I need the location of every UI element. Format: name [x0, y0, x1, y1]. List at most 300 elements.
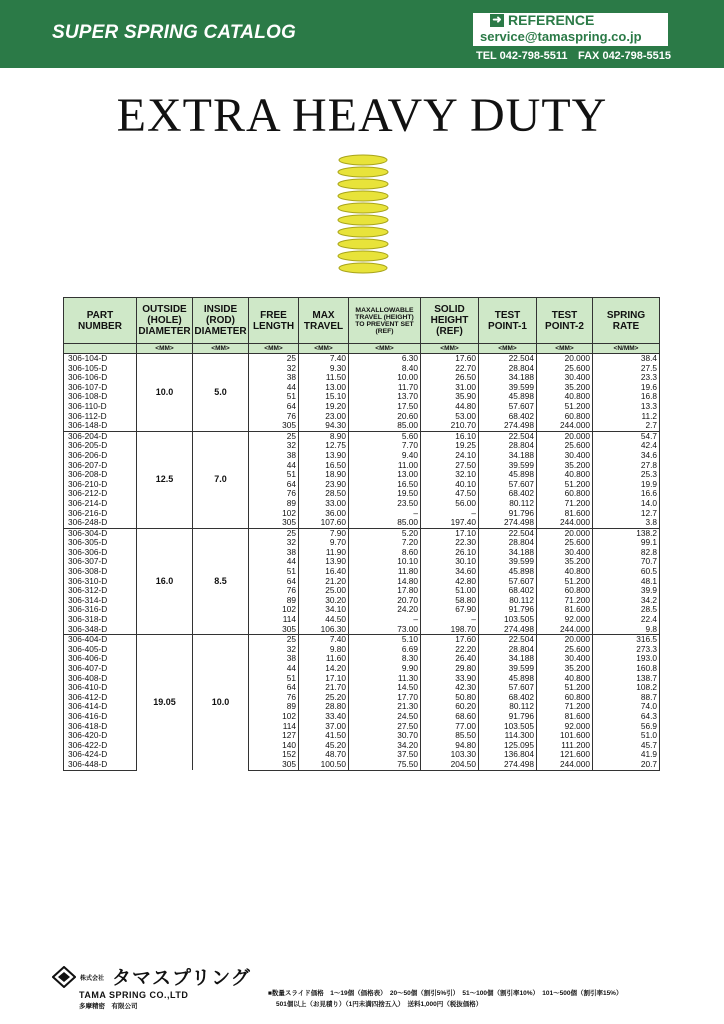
- max-travel-cell: 15.10: [299, 392, 349, 402]
- free-length-cell: 64: [249, 402, 299, 412]
- solid-height-cell: 24.10: [421, 451, 479, 461]
- part-number-cell: 306-405-D: [64, 645, 137, 655]
- table-row: [64, 635, 660, 645]
- max-travel-cell: 36.00: [299, 509, 349, 519]
- max-allowable-cell: 30.70: [349, 731, 421, 741]
- test-point-1-cell: 103.505: [479, 615, 537, 625]
- test-point-1-cell: 34.188: [479, 654, 537, 664]
- page-title: EXTRA HEAVY DUTY: [116, 89, 608, 142]
- test-point-1-cell: 34.188: [479, 373, 537, 383]
- max-travel-cell: 12.75: [299, 441, 349, 451]
- max-allowable-cell: 8.40: [349, 364, 421, 374]
- test-point-2-cell: 71.200: [537, 499, 593, 509]
- max-travel-cell: 94.30: [299, 421, 349, 431]
- spring-rate-cell: 316.5: [593, 635, 660, 645]
- solid-height-cell: 22.30: [421, 538, 479, 548]
- unit-solid: <MM>: [421, 344, 479, 354]
- test-point-1-cell: 45.898: [479, 674, 537, 684]
- solid-height-cell: 197.40: [421, 518, 479, 528]
- part-number-cell: 306-422-D: [64, 741, 137, 751]
- unit-outside: <MM>: [137, 344, 193, 354]
- max-travel-cell: 106.30: [299, 625, 349, 635]
- test-point-2-cell: 40.800: [537, 392, 593, 402]
- free-length-cell: 38: [249, 548, 299, 558]
- spring-rate-cell: 20.7: [593, 760, 660, 770]
- part-number-cell: 306-105-D: [64, 364, 137, 374]
- free-length-cell: 44: [249, 383, 299, 393]
- max-travel-cell: 23.00: [299, 412, 349, 422]
- spring-rate-cell: 88.7: [593, 693, 660, 703]
- test-point-2-cell: 51.200: [537, 577, 593, 587]
- part-number-cell: 306-448-D: [64, 760, 137, 770]
- header-spring-rate: SPRING RATE: [593, 298, 660, 344]
- max-allowable-cell: –: [349, 615, 421, 625]
- spring-rate-cell: 28.5: [593, 605, 660, 615]
- max-allowable-cell: 24.20: [349, 605, 421, 615]
- free-length-cell: 89: [249, 596, 299, 606]
- part-number-cell: 306-307-D: [64, 557, 137, 567]
- spring-rate-cell: 51.0: [593, 731, 660, 741]
- max-travel-cell: 18.90: [299, 470, 349, 480]
- test-point-1-cell: 28.804: [479, 441, 537, 451]
- test-point-2-cell: 111.200: [537, 741, 593, 751]
- free-length-cell: 102: [249, 509, 299, 519]
- solid-height-cell: 19.25: [421, 441, 479, 451]
- test-point-2-cell: 71.200: [537, 702, 593, 712]
- max-allowable-cell: 17.50: [349, 402, 421, 412]
- solid-height-cell: 35.90: [421, 392, 479, 402]
- max-allowable-cell: 8.30: [349, 654, 421, 664]
- test-point-2-cell: 71.200: [537, 596, 593, 606]
- part-number-cell: 306-404-D: [64, 635, 137, 645]
- spring-image: [323, 150, 403, 290]
- solid-height-cell: 60.20: [421, 702, 479, 712]
- phone-number: TEL 042-798-5511: [476, 50, 568, 62]
- free-length-cell: 44: [249, 664, 299, 674]
- test-point-2-cell: 40.800: [537, 674, 593, 684]
- solid-height-cell: 44.80: [421, 402, 479, 412]
- test-point-1-cell: 57.607: [479, 577, 537, 587]
- reference-label: REFERENCE: [508, 12, 595, 28]
- max-allowable-cell: 9.90: [349, 664, 421, 674]
- spring-rate-cell: 14.0: [593, 499, 660, 509]
- header-free-length: FREE LENGTH: [249, 298, 299, 344]
- table-row: [64, 431, 660, 441]
- part-number-cell: 306-310-D: [64, 577, 137, 587]
- spring-rate-cell: 60.5: [593, 567, 660, 577]
- company-name-jp: タマスプリング: [112, 968, 251, 989]
- free-length-cell: 76: [249, 489, 299, 499]
- test-point-1-cell: 22.504: [479, 528, 537, 538]
- outside-diameter-cell: 10.0: [137, 354, 193, 432]
- solid-height-cell: 17.60: [421, 635, 479, 645]
- test-point-2-cell: 51.200: [537, 402, 593, 412]
- test-point-2-cell: 25.600: [537, 645, 593, 655]
- spring-rate-cell: 16.6: [593, 489, 660, 499]
- spring-rate-cell: 54.7: [593, 431, 660, 441]
- solid-height-cell: 51.00: [421, 586, 479, 596]
- test-point-2-cell: 92.000: [537, 615, 593, 625]
- part-number-cell: 306-410-D: [64, 683, 137, 693]
- free-length-cell: 38: [249, 654, 299, 664]
- test-point-2-cell: 81.600: [537, 605, 593, 615]
- max-allowable-cell: 85.00: [349, 421, 421, 431]
- outside-diameter-cell: 12.5: [137, 431, 193, 528]
- test-point-2-cell: 40.800: [537, 567, 593, 577]
- max-travel-cell: 37.00: [299, 722, 349, 732]
- free-length-cell: 32: [249, 538, 299, 548]
- spring-rate-cell: 19.9: [593, 480, 660, 490]
- solid-height-cell: 40.10: [421, 480, 479, 490]
- test-point-2-cell: 60.800: [537, 586, 593, 596]
- test-point-1-cell: 80.112: [479, 596, 537, 606]
- max-travel-cell: 23.90: [299, 480, 349, 490]
- spring-rate-cell: 70.7: [593, 557, 660, 567]
- test-point-2-cell: 20.000: [537, 354, 593, 364]
- pricing-note-line-1: ■数量スライド価格 1～19個（価格表） 20～50個（割引5%引） 51～100個（割引率10%） 101～500個（割引率15%）: [268, 990, 623, 997]
- test-point-2-cell: 35.200: [537, 664, 593, 674]
- inside-diameter-cell: 7.0: [193, 431, 249, 528]
- spring-rate-cell: 108.2: [593, 683, 660, 693]
- solid-height-cell: 53.00: [421, 412, 479, 422]
- free-length-cell: 25: [249, 431, 299, 441]
- test-point-2-cell: 121.600: [537, 750, 593, 760]
- max-allowable-cell: 75.50: [349, 760, 421, 770]
- max-travel-cell: 11.50: [299, 373, 349, 383]
- max-travel-cell: 7.40: [299, 635, 349, 645]
- test-point-1-cell: 103.505: [479, 722, 537, 732]
- max-allowable-cell: 9.40: [349, 451, 421, 461]
- solid-height-cell: 42.30: [421, 683, 479, 693]
- part-number-cell: 306-424-D: [64, 750, 137, 760]
- test-point-2-cell: 92.000: [537, 722, 593, 732]
- test-point-1-cell: 28.804: [479, 645, 537, 655]
- test-point-1-cell: 57.607: [479, 683, 537, 693]
- max-allowable-cell: 19.50: [349, 489, 421, 499]
- max-travel-cell: 9.80: [299, 645, 349, 655]
- solid-height-cell: 26.50: [421, 373, 479, 383]
- free-length-cell: 25: [249, 635, 299, 645]
- test-point-2-cell: 30.400: [537, 654, 593, 664]
- test-point-2-cell: 35.200: [537, 461, 593, 471]
- test-point-1-cell: 68.402: [479, 489, 537, 499]
- solid-height-cell: 58.80: [421, 596, 479, 606]
- free-length-cell: 305: [249, 760, 299, 770]
- spring-rate-cell: 41.9: [593, 750, 660, 760]
- max-travel-cell: 25.00: [299, 586, 349, 596]
- catalog-title: SUPER SPRING CATALOG: [52, 22, 296, 43]
- free-length-cell: 305: [249, 421, 299, 431]
- free-length-cell: 51: [249, 470, 299, 480]
- free-length-cell: 76: [249, 586, 299, 596]
- test-point-2-cell: 60.800: [537, 489, 593, 499]
- part-number-cell: 306-314-D: [64, 596, 137, 606]
- test-point-1-cell: 28.804: [479, 538, 537, 548]
- test-point-2-cell: 81.600: [537, 509, 593, 519]
- free-length-cell: 89: [249, 499, 299, 509]
- test-point-2-cell: 25.600: [537, 538, 593, 548]
- part-number-cell: 306-106-D: [64, 373, 137, 383]
- max-allowable-cell: –: [349, 509, 421, 519]
- company-kind: 株式会社: [80, 976, 105, 982]
- header-part-number: PART NUMBER: [64, 298, 137, 344]
- max-allowable-cell: 34.20: [349, 741, 421, 751]
- part-number-cell: 306-406-D: [64, 654, 137, 664]
- max-allowable-cell: 17.80: [349, 586, 421, 596]
- test-point-1-cell: 274.498: [479, 760, 537, 770]
- test-point-1-cell: 68.402: [479, 412, 537, 422]
- spring-rate-cell: 48.1: [593, 577, 660, 587]
- max-allowable-cell: 5.10: [349, 635, 421, 645]
- free-length-cell: 305: [249, 518, 299, 528]
- part-number-cell: 306-414-D: [64, 702, 137, 712]
- test-point-1-cell: 68.402: [479, 586, 537, 596]
- test-point-1-cell: 45.898: [479, 567, 537, 577]
- test-point-2-cell: 20.000: [537, 635, 593, 645]
- test-point-2-cell: 20.000: [537, 528, 593, 538]
- company-name-en: TAMA SPRING CO.,LTD: [79, 990, 189, 1000]
- part-number-cell: 306-305-D: [64, 538, 137, 548]
- test-point-2-cell: 30.400: [537, 548, 593, 558]
- max-allowable-cell: 11.30: [349, 674, 421, 684]
- test-point-1-cell: 136.804: [479, 750, 537, 760]
- max-travel-cell: 28.80: [299, 702, 349, 712]
- spring-rate-cell: 19.6: [593, 383, 660, 393]
- spring-rate-cell: 138.7: [593, 674, 660, 684]
- test-point-2-cell: 60.800: [537, 412, 593, 422]
- test-point-2-cell: 244.000: [537, 518, 593, 528]
- solid-height-cell: –: [421, 509, 479, 519]
- max-travel-cell: 11.90: [299, 548, 349, 558]
- max-travel-cell: 7.40: [299, 354, 349, 364]
- part-number-cell: 306-416-D: [64, 712, 137, 722]
- test-point-2-cell: 30.400: [537, 373, 593, 383]
- unit-max: <MM>: [299, 344, 349, 354]
- test-point-1-cell: 39.599: [479, 557, 537, 567]
- test-point-1-cell: 91.796: [479, 712, 537, 722]
- part-number-cell: 306-318-D: [64, 615, 137, 625]
- inside-diameter-cell: 8.5: [193, 528, 249, 635]
- max-allowable-cell: 85.00: [349, 518, 421, 528]
- test-point-2-cell: 60.800: [537, 693, 593, 703]
- test-point-1-cell: 39.599: [479, 383, 537, 393]
- part-number-cell: 306-408-D: [64, 674, 137, 684]
- spring-rate-cell: 23.3: [593, 373, 660, 383]
- part-number-cell: 306-208-D: [64, 470, 137, 480]
- unit-tp1: <MM>: [479, 344, 537, 354]
- spring-rate-cell: 9.8: [593, 625, 660, 635]
- part-number-cell: 306-216-D: [64, 509, 137, 519]
- header-solid-height: SOLID HEIGHT (REF): [421, 298, 479, 344]
- free-length-cell: 89: [249, 702, 299, 712]
- free-length-cell: 76: [249, 412, 299, 422]
- test-point-1-cell: 68.402: [479, 693, 537, 703]
- test-point-1-cell: 39.599: [479, 461, 537, 471]
- spring-rate-cell: 13.3: [593, 402, 660, 412]
- spring-spec-table: [63, 297, 660, 771]
- max-allowable-cell: 7.20: [349, 538, 421, 548]
- free-length-cell: 44: [249, 461, 299, 471]
- part-number-cell: 306-312-D: [64, 586, 137, 596]
- solid-height-cell: 68.60: [421, 712, 479, 722]
- free-length-cell: 127: [249, 731, 299, 741]
- part-number-cell: 306-418-D: [64, 722, 137, 732]
- test-point-1-cell: 57.607: [479, 480, 537, 490]
- part-number-cell: 306-204-D: [64, 431, 137, 441]
- part-number-cell: 306-248-D: [64, 518, 137, 528]
- part-number-cell: 306-308-D: [64, 567, 137, 577]
- spring-rate-cell: 39.9: [593, 586, 660, 596]
- max-travel-cell: 34.10: [299, 605, 349, 615]
- unit-rate: <N/MM>: [593, 344, 660, 354]
- max-allowable-cell: 16.50: [349, 480, 421, 490]
- spring-rate-cell: 12.7: [593, 509, 660, 519]
- pricing-note-line-2: 501個以上（お見積り）（1円未満四捨五入） 送料1,000円（税抜価格）: [276, 1001, 483, 1008]
- test-point-2-cell: 35.200: [537, 383, 593, 393]
- max-allowable-cell: 17.70: [349, 693, 421, 703]
- header-inside-diameter: INSIDE (ROD) DIAMETER: [193, 298, 249, 344]
- spring-rate-cell: 74.0: [593, 702, 660, 712]
- max-allowable-cell: 20.60: [349, 412, 421, 422]
- solid-height-cell: 22.20: [421, 645, 479, 655]
- spring-rate-cell: 11.2: [593, 412, 660, 422]
- part-number-cell: 306-420-D: [64, 731, 137, 741]
- part-number-cell: 306-104-D: [64, 354, 137, 364]
- test-point-1-cell: 274.498: [479, 625, 537, 635]
- free-length-cell: 102: [249, 605, 299, 615]
- solid-height-cell: 27.50: [421, 461, 479, 471]
- test-point-2-cell: 51.200: [537, 683, 593, 693]
- max-allowable-cell: 6.69: [349, 645, 421, 655]
- fax-number: FAX 042-798-5515: [578, 50, 671, 62]
- max-travel-cell: 9.70: [299, 538, 349, 548]
- max-travel-cell: 33.40: [299, 712, 349, 722]
- max-allowable-cell: 10.00: [349, 373, 421, 383]
- header-max-allowable-travel: MAXALLOWABLE TRAVEL (HEIGHT) TO PREVENT SET (REF): [349, 298, 421, 344]
- test-point-1-cell: 125.095: [479, 741, 537, 751]
- max-travel-cell: 21.20: [299, 577, 349, 587]
- max-allowable-cell: 23.50: [349, 499, 421, 509]
- spring-rate-cell: 34.2: [593, 596, 660, 606]
- solid-height-cell: 85.50: [421, 731, 479, 741]
- max-travel-cell: 21.70: [299, 683, 349, 693]
- max-travel-cell: 16.40: [299, 567, 349, 577]
- solid-height-cell: 31.00: [421, 383, 479, 393]
- test-point-1-cell: 34.188: [479, 451, 537, 461]
- part-number-cell: 306-306-D: [64, 548, 137, 558]
- test-point-2-cell: 244.000: [537, 625, 593, 635]
- max-travel-cell: 45.20: [299, 741, 349, 751]
- test-point-1-cell: 80.112: [479, 499, 537, 509]
- max-travel-cell: 9.30: [299, 364, 349, 374]
- free-length-cell: 102: [249, 712, 299, 722]
- max-allowable-cell: 21.30: [349, 702, 421, 712]
- free-length-cell: 114: [249, 722, 299, 732]
- test-point-2-cell: 30.400: [537, 451, 593, 461]
- email-link[interactable]: service@tamaspring.co.jp: [480, 29, 642, 44]
- spring-rate-cell: 56.9: [593, 722, 660, 732]
- solid-height-cell: 56.00: [421, 499, 479, 509]
- free-length-cell: 25: [249, 354, 299, 364]
- max-travel-cell: 7.90: [299, 528, 349, 538]
- spring-rate-cell: 3.8: [593, 518, 660, 528]
- solid-height-cell: 29.80: [421, 664, 479, 674]
- free-length-cell: 38: [249, 373, 299, 383]
- max-travel-cell: 28.50: [299, 489, 349, 499]
- part-number-cell: 306-205-D: [64, 441, 137, 451]
- max-travel-cell: 13.90: [299, 557, 349, 567]
- solid-height-cell: 32.10: [421, 470, 479, 480]
- test-point-1-cell: 91.796: [479, 509, 537, 519]
- solid-height-cell: 77.00: [421, 722, 479, 732]
- solid-height-cell: 26.40: [421, 654, 479, 664]
- test-point-2-cell: 51.200: [537, 480, 593, 490]
- free-length-cell: 32: [249, 364, 299, 374]
- solid-height-cell: 33.90: [421, 674, 479, 684]
- max-travel-cell: 44.50: [299, 615, 349, 625]
- max-allowable-cell: 8.60: [349, 548, 421, 558]
- company-logo-icon: [52, 966, 76, 988]
- free-length-cell: 38: [249, 451, 299, 461]
- part-number-cell: 306-206-D: [64, 451, 137, 461]
- max-allowable-cell: 10.10: [349, 557, 421, 567]
- test-point-1-cell: 28.804: [479, 364, 537, 374]
- part-number-cell: 306-407-D: [64, 664, 137, 674]
- solid-height-cell: 103.30: [421, 750, 479, 760]
- solid-height-cell: 50.80: [421, 693, 479, 703]
- max-travel-cell: 19.20: [299, 402, 349, 412]
- free-length-cell: 76: [249, 693, 299, 703]
- test-point-1-cell: 22.504: [479, 431, 537, 441]
- solid-height-cell: 42.80: [421, 577, 479, 587]
- solid-height-cell: 16.10: [421, 431, 479, 441]
- solid-height-cell: 198.70: [421, 625, 479, 635]
- part-number-cell: 306-348-D: [64, 625, 137, 635]
- part-number-cell: 306-148-D: [64, 421, 137, 431]
- free-length-cell: 305: [249, 625, 299, 635]
- max-travel-cell: 8.90: [299, 431, 349, 441]
- max-allowable-cell: 7.70: [349, 441, 421, 451]
- spring-rate-cell: 16.8: [593, 392, 660, 402]
- spring-rate-cell: 34.6: [593, 451, 660, 461]
- test-point-2-cell: 25.600: [537, 364, 593, 374]
- max-allowable-cell: 73.00: [349, 625, 421, 635]
- test-point-1-cell: 274.498: [479, 421, 537, 431]
- spring-rate-cell: 2.7: [593, 421, 660, 431]
- max-travel-cell: 33.00: [299, 499, 349, 509]
- max-allowable-cell: 11.70: [349, 383, 421, 393]
- max-travel-cell: 48.70: [299, 750, 349, 760]
- max-travel-cell: 30.20: [299, 596, 349, 606]
- part-number-cell: 306-107-D: [64, 383, 137, 393]
- part-number-cell: 306-304-D: [64, 528, 137, 538]
- header-max-travel: MAX TRAVEL: [299, 298, 349, 344]
- table-row: [64, 528, 660, 538]
- free-length-cell: 32: [249, 645, 299, 655]
- spec-table-body: [64, 354, 660, 771]
- spring-rate-cell: 27.5: [593, 364, 660, 374]
- test-point-1-cell: 80.112: [479, 702, 537, 712]
- test-point-2-cell: 244.000: [537, 760, 593, 770]
- max-allowable-cell: 6.30: [349, 354, 421, 364]
- spring-rate-cell: 27.8: [593, 461, 660, 471]
- max-travel-cell: 14.20: [299, 664, 349, 674]
- free-length-cell: 64: [249, 480, 299, 490]
- part-number-cell: 306-108-D: [64, 392, 137, 402]
- solid-height-cell: 94.80: [421, 741, 479, 751]
- max-allowable-cell: 5.20: [349, 528, 421, 538]
- max-travel-cell: 41.50: [299, 731, 349, 741]
